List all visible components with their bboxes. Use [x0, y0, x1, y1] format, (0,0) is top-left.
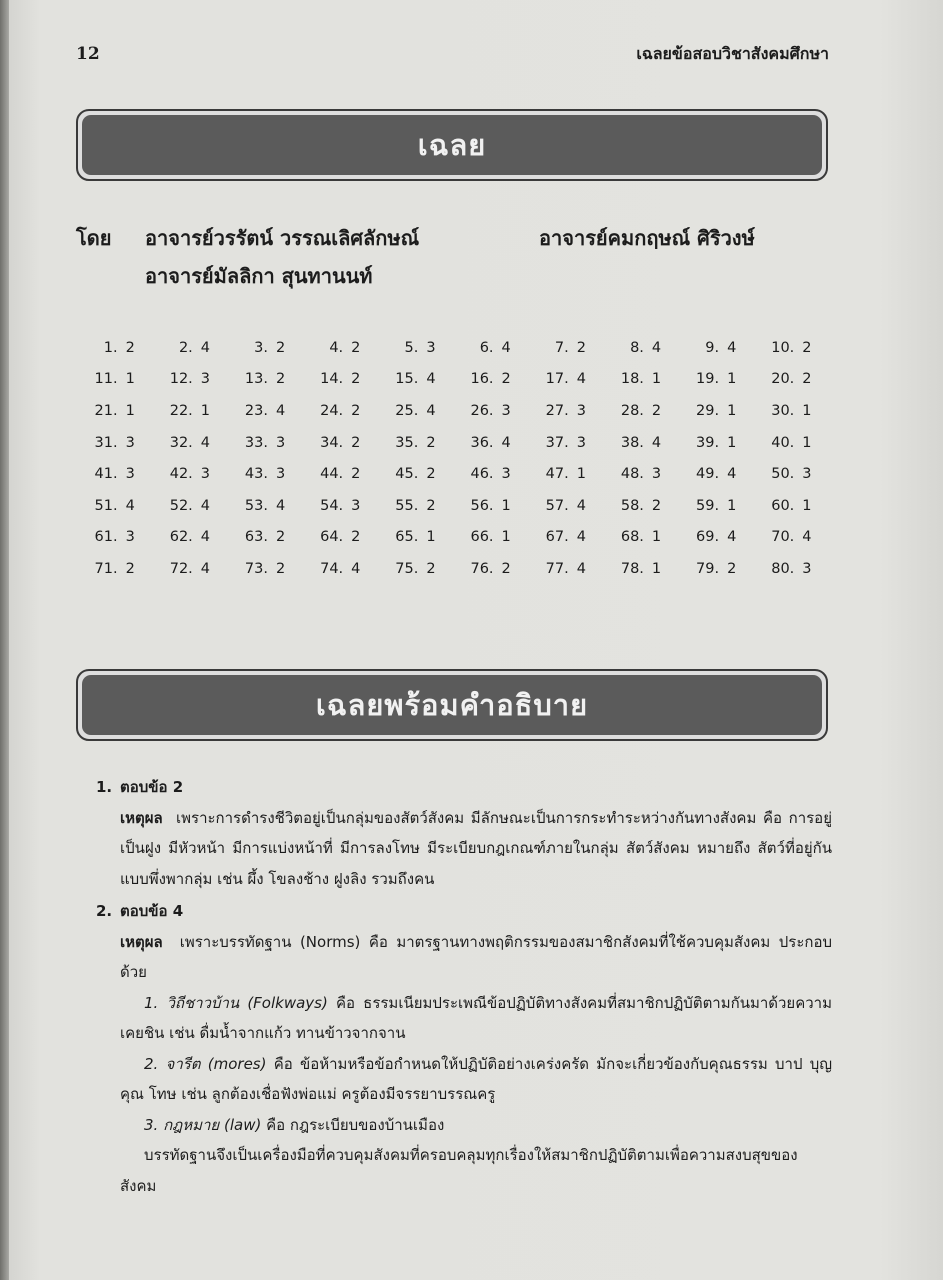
answer-key-entry — [678, 427, 753, 459]
question-number: 45. — [395, 466, 419, 483]
answer-choice: 1 — [802, 402, 812, 419]
question-number: 76. — [470, 560, 494, 577]
answer-key-entry — [452, 490, 527, 522]
question-number: 25. — [395, 402, 419, 419]
question-number: 61. — [94, 529, 118, 546]
question-number: 13. — [244, 371, 268, 388]
question-number: 60. — [771, 497, 795, 514]
answer-key-entry — [753, 332, 828, 364]
question-number: 56. — [470, 497, 494, 514]
answer-key-entry — [678, 553, 753, 585]
answer-choice: 3 — [576, 402, 586, 419]
answer-key-entry — [151, 458, 226, 490]
question-number: 26. — [470, 402, 494, 419]
answer-key-entry — [76, 395, 151, 427]
answer-choice: 2 — [351, 402, 361, 419]
question-number: 35. — [395, 434, 419, 451]
author-name: อาจารย์คมกฤษณ์ ศิริวงษ์ — [539, 226, 755, 250]
answer-choice: 2 — [426, 466, 436, 483]
answer-key-entry — [452, 427, 527, 459]
answer-choice: 1 — [651, 371, 662, 388]
question-number: 49. — [696, 466, 720, 483]
answer-choice: 2 — [351, 339, 361, 356]
answer-choice: 4 — [125, 497, 135, 514]
question-number: 62. — [169, 529, 193, 546]
question-number: 38. — [620, 434, 644, 451]
answer-choice: 2 — [275, 339, 286, 356]
answer-choice: 3 — [275, 466, 286, 483]
answer-key-entry — [678, 395, 753, 427]
answer-choice: 4 — [501, 339, 511, 356]
answer-choice: 2 — [501, 371, 511, 388]
answer-choice: 1 — [651, 560, 662, 577]
answer-choice: 1 — [125, 402, 135, 419]
question-number: 14. — [320, 371, 344, 388]
norm-law — [120, 1110, 832, 1141]
answer-key-entry — [452, 332, 527, 364]
answer-choice: 1 — [125, 371, 135, 388]
answer-key-entry — [452, 553, 527, 585]
answer-choice: 3 — [200, 371, 211, 388]
answer-key-entry — [76, 364, 151, 396]
question-number: 36. — [470, 434, 494, 451]
answer-key-entry — [452, 364, 527, 396]
question-number: 55. — [395, 497, 419, 514]
answer-choice: 3 — [501, 402, 511, 419]
answer-choice: 2 — [125, 339, 135, 356]
question-number: 43. — [244, 466, 268, 483]
answer-choice: 4 — [275, 402, 286, 419]
answer-choice: 1 — [802, 434, 812, 451]
answer-key-entry — [302, 458, 377, 490]
item-header — [96, 896, 832, 927]
answer-choice: 2 — [727, 560, 737, 577]
running-title: เฉลยข้อสอบวิชาสังคมศึกษา — [636, 44, 829, 63]
answer-choice: 2 — [426, 434, 436, 451]
answer-key-entry — [226, 458, 301, 490]
answer-key-entry — [76, 427, 151, 459]
answer-key-grid — [76, 332, 828, 585]
question-number: 67. — [545, 529, 569, 546]
answer-choice: 2 — [426, 560, 436, 577]
norm-definition: คือ กฎระเบียบของบ้านเมือง — [266, 1115, 445, 1134]
question-number: 31. — [94, 434, 118, 451]
answer-choice: 3 — [651, 466, 662, 483]
answer-choice: 2 — [275, 560, 286, 577]
question-number: 10. — [771, 339, 795, 356]
reason-label: เหตุผล — [120, 932, 163, 951]
question-number: 29. — [696, 402, 720, 419]
answer-key-entry — [226, 395, 301, 427]
answer-key-entry — [753, 522, 828, 554]
answer-key-entry — [602, 332, 677, 364]
answer-key-entry — [302, 427, 377, 459]
question-number: 39. — [696, 434, 720, 451]
reason-text: เพราะบรรทัดฐาน (Norms) คือ มาตรฐานทางพฤติกรรมของสมาชิกสังคมที่ใช้ควบคุมสังคม ประกอบด้วย — [120, 932, 832, 981]
reason-text: เพราะการดำรงชีวิตอยู่เป็นกลุ่มของสัตว์สังคม มีลักษณะเป็นการกระทำระหว่างกันทางสังคม คือ การอยู่เป็นฝูง มีหัวหน้า มีการแบ่งหน้าที่ มีการลงโทษ มีระเบียบกฎเกณฑ์ภายในกลุ่ม สัตว์สังคม หมายถึง สัตว์ที่อยู่กันแบบพึ่งพากลุ่ม เช่น ผึ้ง โขลงช้าง ฝูงลิง รวมถึงคน — [120, 808, 832, 888]
answer-choice: 3 — [125, 434, 135, 451]
answer-choice: 4 — [576, 529, 586, 546]
question-number: 34. — [320, 434, 344, 451]
answer-key-entry — [377, 332, 452, 364]
answer-choice: 4 — [727, 466, 737, 483]
question-number: 22. — [169, 402, 193, 419]
answer-key-entry — [678, 364, 753, 396]
question-number: 66. — [470, 529, 494, 546]
answer-choice: 1 — [200, 402, 211, 419]
norm-term: 2. จารีต (mores) — [144, 1054, 267, 1073]
question-number: 65. — [395, 529, 419, 546]
answer-key-entry — [76, 553, 151, 585]
answer-key-entry — [753, 490, 828, 522]
question-number: 12. — [169, 371, 193, 388]
question-number: 75. — [395, 560, 419, 577]
answer-choice: 4 — [651, 434, 662, 451]
question-number: 27. — [545, 402, 569, 419]
answer-choice: 2 — [802, 371, 812, 388]
answer-choice: 4 — [200, 339, 211, 356]
answer-key-entry — [226, 332, 301, 364]
answer-choice: 4 — [351, 560, 361, 577]
answer-key-entry — [76, 458, 151, 490]
answer-choice: 2 — [351, 466, 361, 483]
answer-key-entry — [302, 364, 377, 396]
answer-choice: 2 — [426, 497, 436, 514]
answer-choice: 3 — [275, 434, 286, 451]
explanation-item — [96, 896, 832, 1201]
answer-key-entry — [527, 490, 602, 522]
question-number: 46. — [470, 466, 494, 483]
answer-key-entry — [151, 395, 226, 427]
question-number: 21. — [94, 402, 118, 419]
answer-choice: 2 — [351, 434, 361, 451]
by-label: โดย — [76, 226, 112, 250]
author-name: อาจารย์วรรัตน์ วรรณเลิศลักษณ์ — [145, 226, 420, 250]
question-number: 15. — [395, 371, 419, 388]
answer-key-entry — [226, 490, 301, 522]
question-number: 40. — [771, 434, 795, 451]
answer-key-entry — [527, 332, 602, 364]
answer-key-entry — [76, 332, 151, 364]
question-number: 9. — [705, 339, 720, 356]
answer-choice: 4 — [200, 434, 211, 451]
answer-choice: 4 — [727, 339, 737, 356]
norm-definition: คือ ข้อห้ามหรือข้อกำหนดให้ปฏิบัติอย่างเคร่งครัด มักจะเกี่ยวข้องกับคุณธรรม บาป บุญ คุณ โทษ เช่น ลูกต้องเชื่อฟังพ่อแม่ ครูต้องมีจรรยาบรรณครู — [120, 1054, 833, 1103]
question-number: 41. — [94, 466, 118, 483]
answer-choice: 4 — [200, 497, 211, 514]
answer-key-entry — [602, 364, 677, 396]
answer-key-entry — [76, 490, 151, 522]
answer-choice: 1 — [727, 402, 737, 419]
answer-choice: 1 — [727, 497, 737, 514]
item-header — [96, 772, 832, 803]
norm-term: 1. วิถีชาวบ้าน (Folkways) — [144, 993, 328, 1012]
answer-key-entry — [452, 458, 527, 490]
question-number: 54. — [320, 497, 344, 514]
question-number: 37. — [545, 434, 569, 451]
answer-key-entry — [678, 522, 753, 554]
answer-key-entry — [602, 395, 677, 427]
question-number: 8. — [630, 339, 644, 356]
answer-choice: 1 — [426, 529, 436, 546]
page-number: 12 — [76, 44, 100, 64]
answer-key-entry — [527, 395, 602, 427]
question-number: 63. — [244, 529, 268, 546]
answer-key-entry — [753, 427, 828, 459]
answer-key-entry — [377, 427, 452, 459]
question-number: 59. — [696, 497, 720, 514]
question-number: 74. — [320, 560, 344, 577]
answer-choice: 2 — [275, 371, 286, 388]
question-number: 71. — [94, 560, 118, 577]
answer-key-entry — [226, 427, 301, 459]
answer-choice: 2 — [651, 402, 662, 419]
answer-choice: 4 — [576, 560, 586, 577]
answer-key-entry — [452, 395, 527, 427]
answer-key-title: เฉลย — [82, 115, 822, 175]
question-number: 79. — [696, 560, 720, 577]
answer-key-entry — [527, 458, 602, 490]
answer-choice: 1 — [727, 371, 737, 388]
answer-choice: 2 — [651, 497, 662, 514]
question-number: 33. — [244, 434, 268, 451]
question-number: 5. — [404, 339, 419, 356]
answer-key-entry — [602, 458, 677, 490]
explanation-item — [96, 772, 832, 894]
answer-key-entry — [377, 458, 452, 490]
explanations — [96, 772, 832, 1203]
answer-key-entry — [377, 395, 452, 427]
item-reason — [96, 927, 832, 1202]
answer-key-entry — [151, 522, 226, 554]
answer-choice: 1 — [576, 466, 586, 483]
item-number: 2. — [96, 902, 113, 920]
answer-choice: 3 — [125, 529, 135, 546]
question-number: 57. — [545, 497, 569, 514]
answer-choice: 2 — [275, 529, 286, 546]
answer-choice: 4 — [200, 560, 211, 577]
norm-folkways — [120, 988, 832, 1049]
question-number: 2. — [178, 339, 193, 356]
answer-key-entry — [452, 522, 527, 554]
question-number: 64. — [320, 529, 344, 546]
question-number: 1. — [103, 339, 118, 356]
answer-key-entry — [226, 553, 301, 585]
question-number: 72. — [169, 560, 193, 577]
answer-key-entry — [678, 332, 753, 364]
question-number: 80. — [771, 560, 795, 577]
answer-key-entry — [151, 553, 226, 585]
answer-key-banner — [76, 109, 828, 181]
question-number: 7. — [554, 339, 569, 356]
answer-key-entry — [302, 553, 377, 585]
page-binding-edge — [0, 0, 9, 1280]
answer-key-entry — [76, 522, 151, 554]
question-number: 20. — [771, 371, 795, 388]
answer-choice: 4 — [576, 371, 586, 388]
question-number: 78. — [620, 560, 644, 577]
answer-choice: 3 — [802, 466, 812, 483]
question-number: 50. — [771, 466, 795, 483]
answer-key-entry — [602, 553, 677, 585]
norm-term: 3. กฎหมาย (law) — [144, 1115, 262, 1134]
question-number: 32. — [169, 434, 193, 451]
answer-choice: 3 — [351, 497, 361, 514]
answer-key-entry — [753, 395, 828, 427]
question-number: 53. — [244, 497, 268, 514]
answer-key-entry — [151, 364, 226, 396]
item-number: 1. — [96, 778, 113, 796]
explanation-banner — [76, 669, 828, 741]
answer-key-entry — [678, 490, 753, 522]
item-answer: ตอบข้อ 2 — [120, 778, 184, 796]
question-number: 42. — [169, 466, 193, 483]
answer-choice: 4 — [426, 371, 436, 388]
answer-choice: 2 — [125, 560, 135, 577]
question-number: 19. — [696, 371, 720, 388]
answer-choice: 3 — [125, 466, 135, 483]
answer-choice: 4 — [651, 339, 662, 356]
question-number: 44. — [320, 466, 344, 483]
answer-choice: 2 — [351, 529, 361, 546]
answer-choice: 3 — [802, 560, 812, 577]
answer-choice: 4 — [802, 529, 812, 546]
answer-key-entry — [753, 364, 828, 396]
question-number: 73. — [244, 560, 268, 577]
item-reason — [96, 803, 832, 895]
question-number: 70. — [771, 529, 795, 546]
answer-choice: 4 — [727, 529, 737, 546]
answer-key-entry — [377, 522, 452, 554]
answer-key-entry — [226, 364, 301, 396]
answer-choice: 3 — [576, 434, 586, 451]
answer-choice: 1 — [727, 434, 737, 451]
question-number: 11. — [94, 371, 118, 388]
answer-key-entry — [602, 490, 677, 522]
question-number: 28. — [620, 402, 644, 419]
question-number: 52. — [169, 497, 193, 514]
reason-label: เหตุผล — [120, 808, 163, 827]
answer-key-entry — [602, 522, 677, 554]
explanation-title: เฉลยพร้อมคำอธิบาย — [82, 675, 822, 735]
question-number: 16. — [470, 371, 494, 388]
answer-choice: 4 — [426, 402, 436, 419]
answer-key-entry — [151, 427, 226, 459]
answer-key-entry — [226, 522, 301, 554]
question-number: 58. — [620, 497, 644, 514]
question-number: 51. — [94, 497, 118, 514]
question-number: 48. — [620, 466, 644, 483]
answer-key-entry — [527, 364, 602, 396]
answer-key-entry — [527, 427, 602, 459]
answer-choice: 3 — [501, 466, 511, 483]
answer-choice: 2 — [351, 371, 361, 388]
answer-key-entry — [753, 458, 828, 490]
answer-key-entry — [602, 427, 677, 459]
answer-choice: 3 — [200, 466, 211, 483]
question-number: 17. — [545, 371, 569, 388]
answer-key-entry — [151, 490, 226, 522]
question-number: 3. — [254, 339, 268, 356]
answer-choice: 4 — [501, 434, 511, 451]
question-number: 47. — [545, 466, 569, 483]
question-number: 30. — [771, 402, 795, 419]
answer-choice: 3 — [426, 339, 436, 356]
answer-choice: 1 — [651, 529, 662, 546]
question-number: 23. — [244, 402, 268, 419]
answer-key-entry — [377, 490, 452, 522]
answer-key-entry — [302, 522, 377, 554]
norm-definition: คือ ธรรมเนียมประเพณีข้อปฏิบัติทางสังคมที่สมาชิกปฏิบัติตามกันมาด้วยความเคยชิน เช่น ดื่มน้ำจากแก้ว ทานข้าวจากจาน — [120, 993, 832, 1042]
answer-key-entry — [753, 553, 828, 585]
answer-key-entry — [377, 364, 452, 396]
question-number: 77. — [545, 560, 569, 577]
question-number: 6. — [479, 339, 494, 356]
answer-choice: 2 — [501, 560, 511, 577]
question-number: 18. — [620, 371, 644, 388]
answer-key-entry — [302, 332, 377, 364]
answer-choice: 2 — [802, 339, 812, 356]
answer-choice: 4 — [576, 497, 586, 514]
norm-mores — [120, 1049, 832, 1110]
answer-choice: 4 — [200, 529, 211, 546]
answer-choice: 1 — [802, 497, 812, 514]
answer-choice: 1 — [501, 529, 511, 546]
answer-key-entry — [527, 522, 602, 554]
question-number: 69. — [696, 529, 720, 546]
answer-choice: 1 — [501, 497, 511, 514]
answer-key-entry — [151, 332, 226, 364]
answer-key-entry — [678, 458, 753, 490]
answer-choice: 4 — [275, 497, 286, 514]
author-name: อาจารย์มัลลิกา สุนทานนท์ — [145, 264, 373, 288]
question-number: 4. — [329, 339, 344, 356]
norm-conclusion: บรรทัดฐานจึงเป็นเครื่องมือที่ควบคุมสังคมที่ครอบคลุมทุกเรื่องให้สมาชิกปฏิบัติตามเพื่อความสงบสุขของสังคม — [120, 1146, 798, 1195]
answer-key-entry — [302, 490, 377, 522]
question-number: 24. — [320, 402, 344, 419]
question-number: 68. — [620, 529, 644, 546]
answer-key-entry — [302, 395, 377, 427]
answer-choice: 2 — [576, 339, 586, 356]
answer-key-entry — [377, 553, 452, 585]
item-answer: ตอบข้อ 4 — [120, 902, 184, 920]
answer-key-entry — [527, 553, 602, 585]
